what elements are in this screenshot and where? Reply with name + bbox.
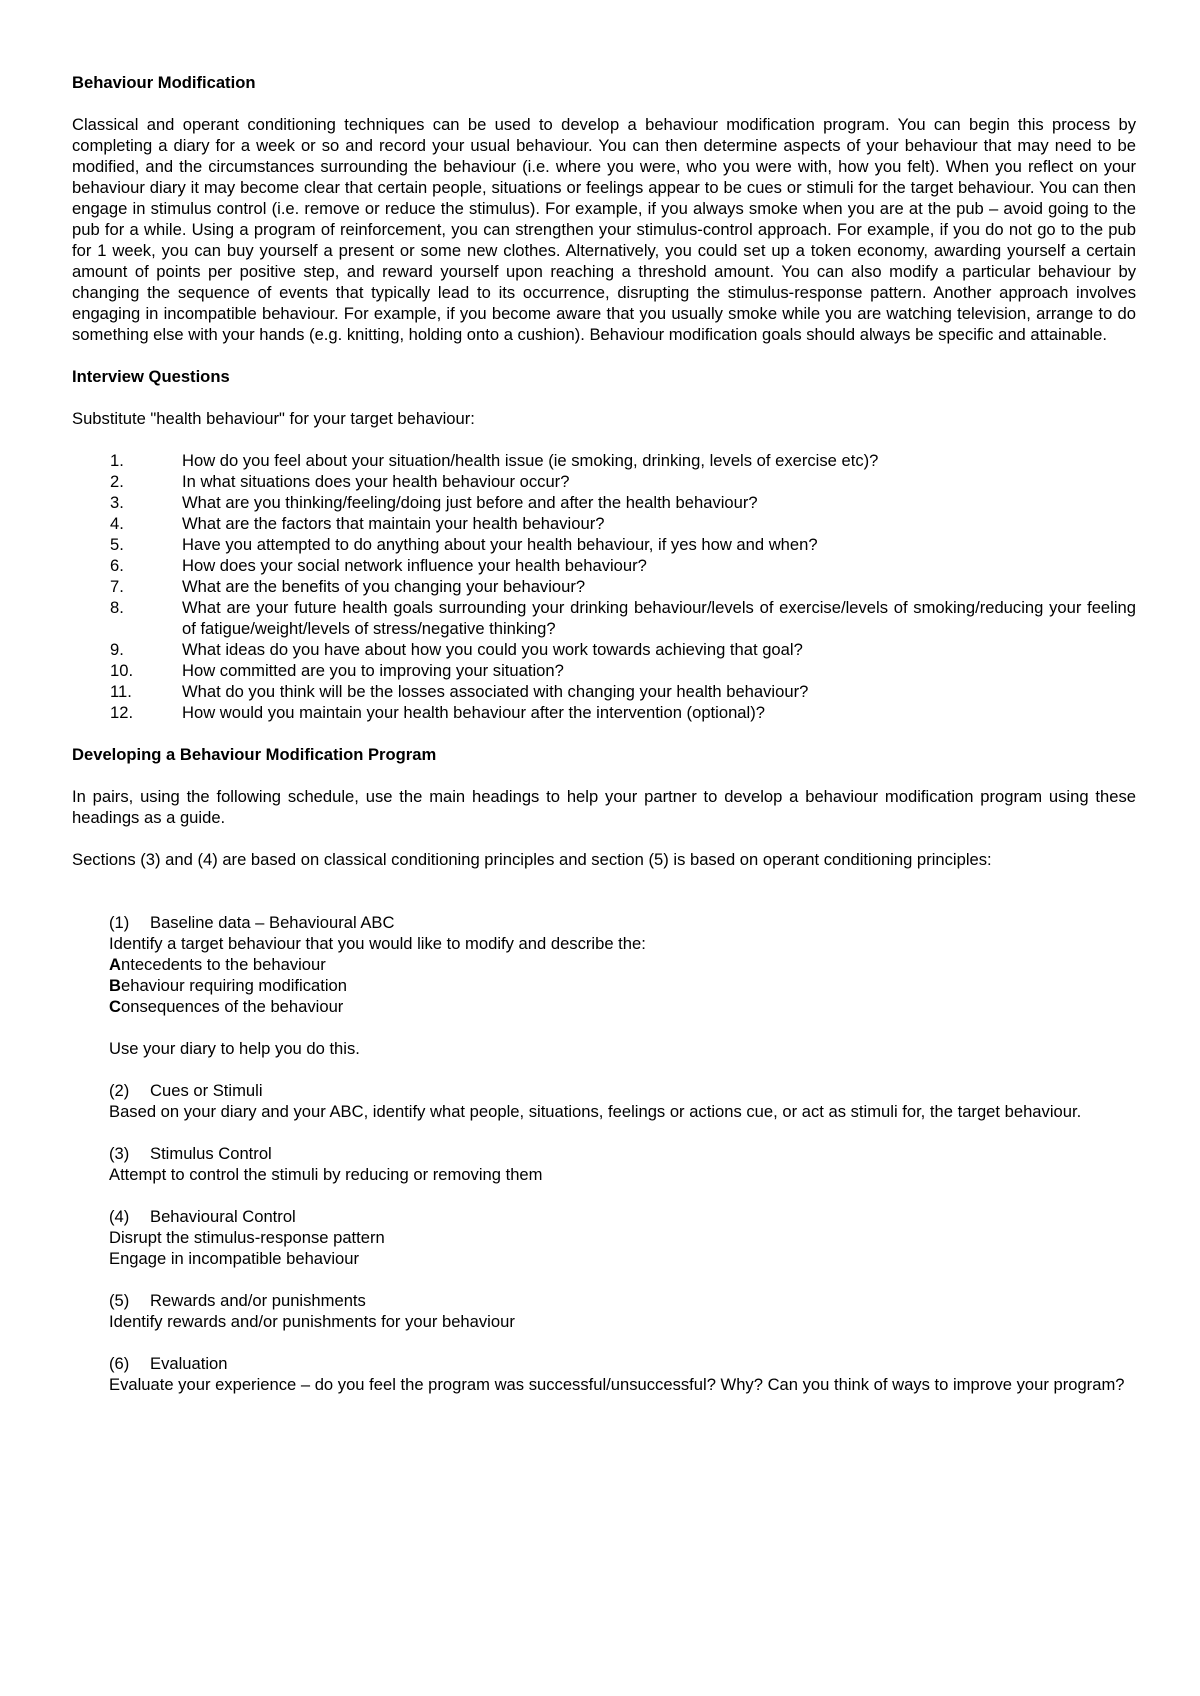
question-number: 1.	[110, 451, 124, 470]
abc-letter: A	[109, 955, 121, 974]
section-note: Use your diary to help you do this.	[109, 1039, 360, 1058]
question-text: What are your future health goals surrounding your drinking behaviour/levels of exercise/levels of smoking/reducing your feeling of fatigue/weight/levels of stress/negative thinking?	[182, 598, 1136, 638]
heading-behaviour-modification: Behaviour Modification	[72, 73, 256, 92]
section-title-text: Behavioural Control	[150, 1207, 296, 1226]
question-number: 7.	[110, 577, 124, 596]
question-text: In what situations does your health behaviour occur?	[182, 472, 570, 491]
abc-line	[109, 954, 1136, 975]
list-item	[110, 555, 1136, 576]
list-item	[110, 597, 1136, 639]
question-number: 12.	[110, 703, 134, 722]
question-number: 6.	[110, 556, 124, 575]
abc-line	[109, 996, 1136, 1017]
question-text: What are you thinking/feeling/doing just before and after the health behaviour?	[182, 493, 758, 512]
abc-letter: B	[109, 976, 121, 995]
list-item	[110, 471, 1136, 492]
section-number: (3)	[109, 1144, 130, 1163]
question-number: 9.	[110, 640, 124, 659]
question-number: 8.	[110, 598, 124, 617]
section-line: Based on your diary and your ABC, identify what people, situations, feelings or actions cue, or act as stimuli for, the target behaviour.	[109, 1102, 1082, 1121]
question-number: 3.	[110, 493, 124, 512]
section-title-text: Evaluation	[150, 1354, 228, 1373]
question-text: How would you maintain your health behaviour after the intervention (optional)?	[182, 703, 765, 722]
list-item	[110, 492, 1136, 513]
abc-letter: C	[109, 997, 121, 1016]
list-item	[110, 681, 1136, 702]
list-item	[110, 702, 1136, 723]
abc-text: onsequences of the behaviour	[120, 997, 344, 1016]
intro-paragraph: Classical and operant conditioning techniques can be used to develop a behaviour modification program. You can begin this process by completing a diary for a week or so and record your usual behaviour. You can then determine aspects of your behaviour that may need to be modified, and the circumstances surrounding the behaviour (i.e. where you were, who you were with, how you felt). When you reflect on your behaviour diary it may become clear that certain people, situations or feelings appear to be cues or stimuli for the target behaviour. You can then engage in stimulus control (i.e. remove or reduce the stimulus). For example, if you always smoke when you are at the pub – avoid going to the pub for a while. Using a program of reinforcement, you can strengthen your stimulus-control approach. For example, if you do not go to the pub for 1 week, you can buy yourself a present or some new clothes. Alternatively, you could set up a token economy, awarding yourself a certain amount of points per positive step, and reward yourself upon reaching a threshold amount. You can also modify a particular behaviour by changing the sequence of events that typically lead to its occurrence, disrupting the stimulus-response pattern. Another approach involves engaging in incompatible behaviour. For example, if you become aware that you usually smoke while you are watching television, arrange to do something else with your hands (e.g. knitting, holding onto a cushion). Behaviour modification goals should always be specific and attainable.	[72, 115, 1136, 344]
schedule-section-title	[109, 1353, 1136, 1374]
section-number: (1)	[109, 913, 130, 932]
heading-developing-program: Developing a Behaviour Modification Program	[72, 745, 437, 764]
question-text: How do you feel about your situation/health issue (ie smoking, drinking, levels of exercise etc)?	[182, 451, 879, 470]
section-number: (6)	[109, 1354, 130, 1373]
section-number: (4)	[109, 1207, 130, 1226]
question-text: What ideas do you have about how you could you work towards achieving that goal?	[182, 640, 803, 659]
question-text: What are the factors that maintain your health behaviour?	[182, 514, 605, 533]
interview-question-list	[72, 450, 1136, 723]
question-text: What do you think will be the losses associated with changing your health behaviour?	[182, 682, 809, 701]
question-number: 2.	[110, 472, 124, 491]
question-number: 11.	[110, 682, 132, 701]
schedule-section-title	[109, 1206, 1136, 1227]
question-text: How committed are you to improving your situation?	[182, 661, 564, 680]
interview-intro: Substitute "health behaviour" for your target behaviour:	[72, 409, 475, 428]
section-line: Disrupt the stimulus-response pattern	[109, 1228, 385, 1247]
abc-text: ntecedents to the behaviour	[120, 955, 326, 974]
section-line: Engage in incompatible behaviour	[109, 1249, 360, 1268]
section-title-text: Rewards and/or punishments	[150, 1291, 366, 1310]
section-line: Identify a target behaviour that you would like to modify and describe the:	[109, 934, 646, 953]
abc-text: ehaviour requiring modification	[120, 976, 347, 995]
schedule-section-title	[109, 1290, 1136, 1311]
question-number: 10.	[110, 661, 134, 680]
section-title-text: Baseline data – Behavioural ABC	[150, 913, 395, 932]
list-item	[110, 576, 1136, 597]
list-item	[110, 639, 1136, 660]
document-page	[72, 72, 1136, 1395]
heading-interview-questions: Interview Questions	[72, 367, 230, 386]
question-number: 5.	[110, 535, 124, 554]
list-item	[110, 513, 1136, 534]
pairs-paragraph: In pairs, using the following schedule, use the main headings to help your partner to develop a behaviour modification program using these headings as a guide.	[72, 787, 1136, 827]
section-number: (5)	[109, 1291, 130, 1310]
program-schedule	[72, 912, 1136, 1395]
schedule-section-title	[109, 912, 1136, 933]
section-title-text: Cues or Stimuli	[150, 1081, 263, 1100]
list-item	[110, 660, 1136, 681]
schedule-section-title	[109, 1080, 1136, 1101]
section-title-text: Stimulus Control	[150, 1144, 272, 1163]
question-text: How does your social network influence your health behaviour?	[182, 556, 647, 575]
question-text: Have you attempted to do anything about your health behaviour, if yes how and when?	[182, 535, 818, 554]
list-item	[110, 534, 1136, 555]
question-number: 4.	[110, 514, 124, 533]
abc-line	[109, 975, 1136, 996]
list-item	[110, 450, 1136, 471]
section-line: Identify rewards and/or punishments for your behaviour	[109, 1312, 515, 1331]
section-number: (2)	[109, 1081, 130, 1100]
section-line: Attempt to control the stimuli by reducing or removing them	[109, 1165, 543, 1184]
section-line: Evaluate your experience – do you feel the program was successful/unsuccessful? Why? Can you think of ways to improve your program?	[109, 1375, 1125, 1394]
schedule-section-title	[109, 1143, 1136, 1164]
sections-paragraph: Sections (3) and (4) are based on classical conditioning principles and section (5) is based on operant conditioning principles:	[72, 850, 992, 869]
question-text: What are the benefits of you changing your behaviour?	[182, 577, 586, 596]
